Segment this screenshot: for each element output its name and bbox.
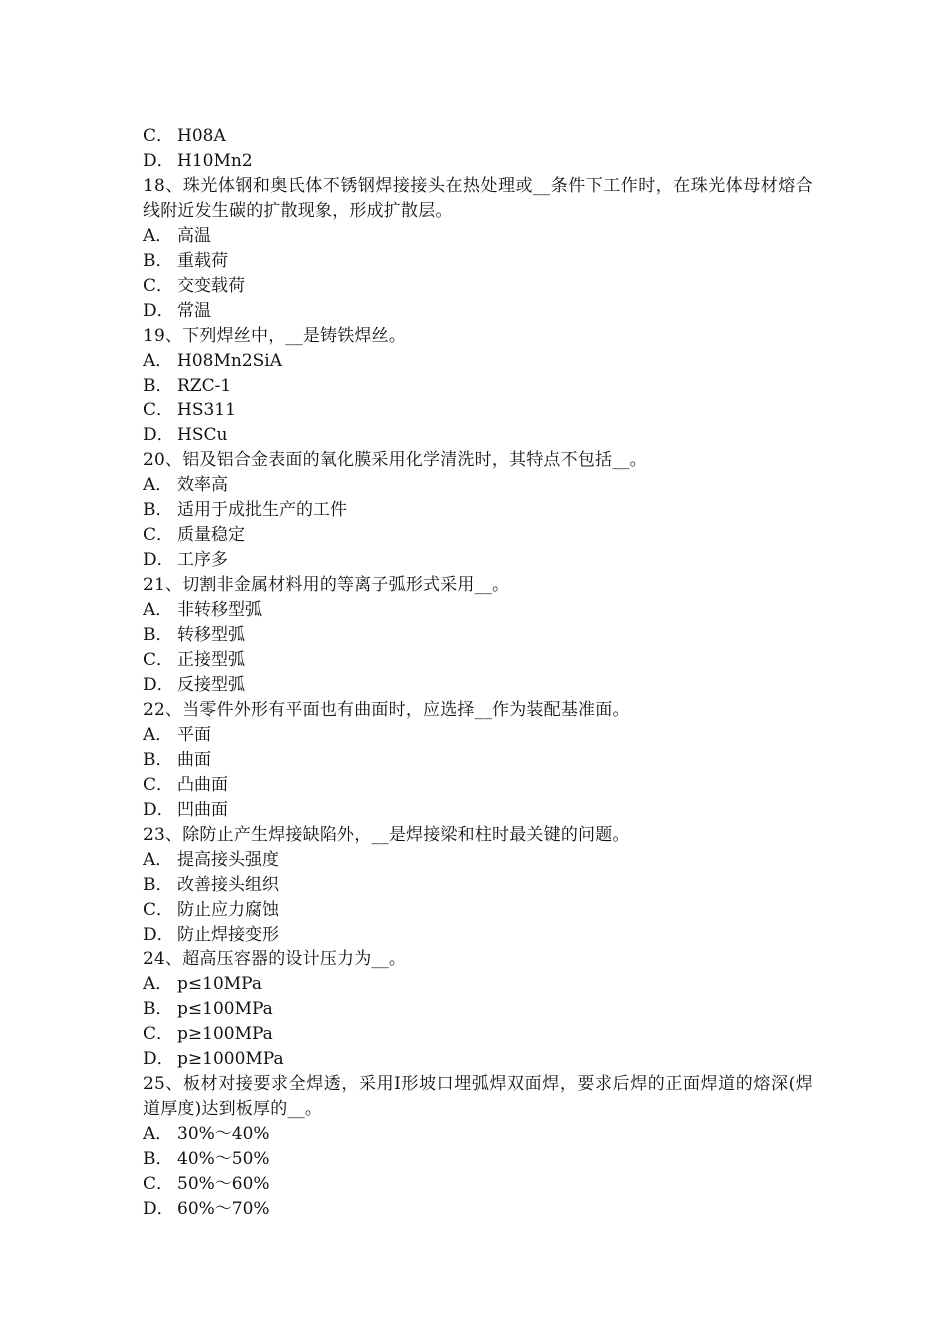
answer-option <box>143 498 813 523</box>
option-letter: B． <box>143 375 173 396</box>
option-text: 提高接头强度 <box>177 849 279 870</box>
option-text: 效率高 <box>177 475 228 496</box>
answer-option <box>143 623 813 648</box>
answer-option <box>143 1022 813 1047</box>
option-text: 50%～60% <box>177 1174 270 1195</box>
option-letter: A． <box>143 475 173 496</box>
option-letter: C． <box>143 275 174 296</box>
question-stem: 23、除防止产生焊接缺陷外，__是焊接梁和柱时最关键的问题。 <box>143 824 630 845</box>
question-stem: 19、下列焊丝中，__是铸铁焊丝。 <box>143 325 407 346</box>
option-text: 30%～40% <box>177 1124 270 1145</box>
answer-option <box>143 398 813 423</box>
option-letter: B． <box>143 1149 173 1170</box>
option-text: 40%～50% <box>177 1149 270 1170</box>
question-block <box>143 174 813 324</box>
question-list <box>143 174 813 1222</box>
document-page <box>143 124 813 1222</box>
option-text: RZC-1 <box>177 375 232 396</box>
option-letter: D． <box>143 300 174 321</box>
option-text: 常温 <box>177 300 211 321</box>
option-text: 60%～70% <box>177 1198 270 1219</box>
option-text: 防止应力腐蚀 <box>177 899 279 920</box>
option-letter: B． <box>143 999 173 1020</box>
question-stem: 24、超高压容器的设计压力为__。 <box>143 949 407 970</box>
option-text: 非转移型弧 <box>177 600 262 621</box>
question-block <box>143 573 813 698</box>
option-letter: A． <box>143 974 173 995</box>
answer-option <box>143 299 813 324</box>
question-block <box>143 698 813 823</box>
option-text: p≤10MPa <box>177 974 262 995</box>
answer-option <box>143 249 813 274</box>
answer-option <box>143 848 813 873</box>
option-letter: B． <box>143 625 173 646</box>
option-letter: D． <box>143 799 174 820</box>
answer-option <box>143 1172 813 1197</box>
option-text: HSCu <box>177 425 228 446</box>
option-letter: C． <box>143 525 174 546</box>
option-letter: B． <box>143 250 173 271</box>
answer-option <box>143 224 813 249</box>
option-text: H08A <box>177 126 226 146</box>
option-letter: C． <box>143 899 174 920</box>
option-letter: C． <box>143 774 174 795</box>
option-letter: B． <box>143 874 173 895</box>
option-letter: C． <box>143 1174 174 1195</box>
answer-option <box>143 274 813 299</box>
answer-option <box>143 374 813 399</box>
option-text: 工序多 <box>177 550 228 571</box>
question-stem: 21、切割非金属材料用的等离子弧形式采用__。 <box>143 575 510 596</box>
option-letter: B． <box>143 500 173 521</box>
question-block <box>143 823 813 948</box>
option-letter: C． <box>143 650 174 671</box>
option-text: 改善接头组织 <box>177 874 279 895</box>
leading-options <box>143 124 813 174</box>
answer-option <box>143 548 813 573</box>
answer-option <box>143 149 813 174</box>
option-text: p≤100MPa <box>177 999 273 1020</box>
option-text: 高温 <box>177 225 211 246</box>
answer-option <box>143 648 813 673</box>
option-letter: C． <box>143 400 174 421</box>
answer-option <box>143 972 813 997</box>
answer-option <box>143 523 813 548</box>
question-stem: 25、板材对接要求全焊透，采用Ⅰ形坡口埋弧焊双面焊，要求后焊的正面焊道的熔深(焊道厚度)达到板厚的__。 <box>143 1074 813 1120</box>
option-letter: A． <box>143 849 173 870</box>
answer-option <box>143 1047 813 1072</box>
option-letter: D． <box>143 1049 174 1070</box>
option-text: 曲面 <box>177 749 211 770</box>
option-letter: C． <box>143 126 174 146</box>
option-text: 凸曲面 <box>177 774 228 795</box>
option-text: 交变载荷 <box>177 275 245 296</box>
question-block <box>143 1072 813 1222</box>
option-text: 重载荷 <box>177 250 228 271</box>
question-block <box>143 947 813 1072</box>
answer-option <box>143 349 813 374</box>
answer-option <box>143 873 813 898</box>
answer-option <box>143 798 813 823</box>
answer-option <box>143 598 813 623</box>
option-letter: A． <box>143 600 173 621</box>
answer-option <box>143 1197 813 1222</box>
question-stem: 18、珠光体钢和奥氏体不锈钢焊接接头在热处理或__条件下工作时，在珠光体母材熔合线附近发生碳的扩散现象，形成扩散层。 <box>143 175 813 221</box>
answer-option <box>143 898 813 923</box>
option-text: 凹曲面 <box>177 799 228 820</box>
option-text: 正接型弧 <box>177 650 245 671</box>
option-letter: A． <box>143 724 173 745</box>
answer-option <box>143 124 813 149</box>
option-letter: D． <box>143 150 174 171</box>
option-letter: D． <box>143 425 174 446</box>
answer-option <box>143 423 813 448</box>
option-letter: B． <box>143 749 173 770</box>
option-letter: C． <box>143 1024 174 1045</box>
option-text: 防止焊接变形 <box>177 924 279 945</box>
question-stem: 20、铝及铝合金表面的氧化膜采用化学清洗时，其特点不包括__。 <box>143 450 647 471</box>
option-letter: A． <box>143 350 173 371</box>
option-text: 反接型弧 <box>177 674 245 695</box>
answer-option <box>143 773 813 798</box>
option-text: p≥1000MPa <box>177 1049 284 1070</box>
option-letter: A． <box>143 225 173 246</box>
option-text: H08Mn2SiA <box>177 350 282 371</box>
answer-option <box>143 673 813 698</box>
option-text: p≥100MPa <box>177 1024 273 1045</box>
answer-option <box>143 1147 813 1172</box>
option-letter: D． <box>143 1198 174 1219</box>
answer-option <box>143 1122 813 1147</box>
question-stem: 22、当零件外形有平面也有曲面时，应选择__作为装配基准面。 <box>143 699 630 720</box>
option-letter: A． <box>143 1124 173 1145</box>
answer-option <box>143 473 813 498</box>
option-letter: D． <box>143 924 174 945</box>
option-text: HS311 <box>177 400 236 421</box>
answer-option <box>143 748 813 773</box>
question-block <box>143 324 813 449</box>
question-block <box>143 448 813 573</box>
option-text: H10Mn2 <box>177 150 253 171</box>
option-text: 平面 <box>177 724 211 745</box>
option-text: 适用于成批生产的工件 <box>177 500 347 521</box>
answer-option <box>143 923 813 948</box>
option-text: 转移型弧 <box>177 625 245 646</box>
option-text: 质量稳定 <box>177 525 245 546</box>
option-letter: D． <box>143 550 174 571</box>
answer-option <box>143 723 813 748</box>
answer-option <box>143 997 813 1022</box>
option-letter: D． <box>143 674 174 695</box>
